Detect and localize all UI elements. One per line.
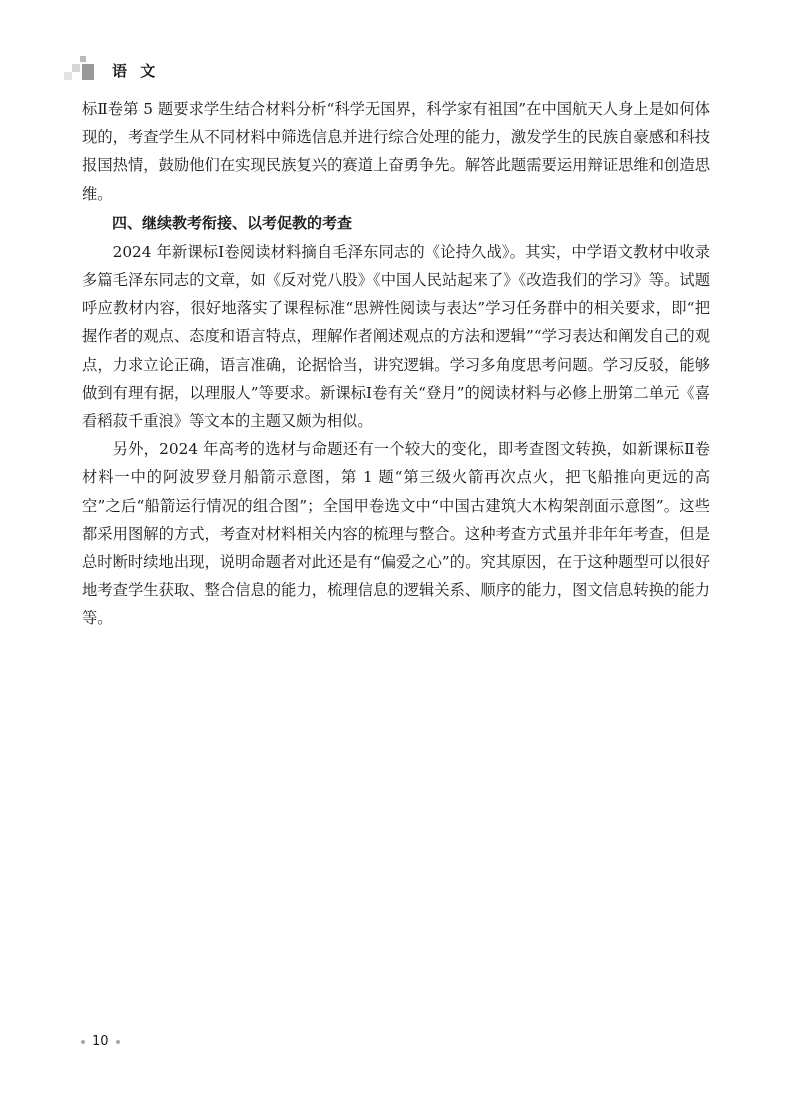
footer-dot-icon — [81, 1040, 85, 1044]
paragraph-continued: 标Ⅱ卷第 5 题要求学生结合材料分析“科学无国界，科学家有祖国”在中国航天人身上是如何体现的，考查学生从不同材料中筛选信息并进行综合处理的能力，激发学生的民族自豪感和科技报国热情，鼓励他们在实现民族复兴的赛道上奋勇争先。解答此题需要运用辩证思维和创造思维。 — [82, 100, 710, 203]
paragraph: 2024 年新课标Ⅰ卷阅读材料摘自毛泽东同志的《论持久战》。其实，中学语文教材中收录多篇毛泽东同志的文章，如《反对党八股》《中国人民站起来了》《改造我们的学习》等。试题呼应教材内容，很好地落实了课程标准“思辨性阅读与表达”学习任务群中的相关要求，即“把握作者的观点、态度和语言特点，理解作者阐述观点的方法和逻辑”“学习表达和阐发自己的观点，力求立论正确，语言准确，论据恰当，讲究逻辑。学习多角度思考问题。学习反驳，能够做到有理有据，以理服人”等要求。新课标Ⅰ卷有关“登月”的阅读材料与必修上册第二单元《喜看稻菽千重浪》等文本的主题又颇为相似。 — [82, 242, 710, 431]
footer-dot-icon — [116, 1040, 120, 1044]
running-header — [62, 56, 262, 84]
section-heading: 四、继续教考衔接、以考促教的考查 — [112, 213, 353, 232]
paragraph: 另外，2024 年高考的选材与命题还有一个较大的变化，即考查图文转换，如新课标Ⅱ卷材料一中的阿波罗登月船箭示意图，第 1 题“第三级火箭再次点火，把飞船推向更远的高空”之后“船箭运行情况的组合图”；全国甲卷选文中“中国古建筑大木构架剖面示意图”。这些都采用图解的方式，考查对材料相关内容的梳理与整合。这种考查方式虽并非年年考查，但是总时断时续地出现，说明命题者对此还是有“偏爱之心”的。究其原因，在于这种题型可以很好地考查学生获取、整合信息的能力，梳理信息的逻辑关系、顺序的能力，图文信息转换的能力等。 — [82, 440, 710, 628]
page-footer — [74, 1034, 127, 1054]
body-text — [82, 95, 710, 633]
header-logo-icon — [62, 56, 106, 84]
page-number: 10 — [92, 1034, 109, 1049]
header-subject-title: 语 文 — [112, 62, 160, 80]
